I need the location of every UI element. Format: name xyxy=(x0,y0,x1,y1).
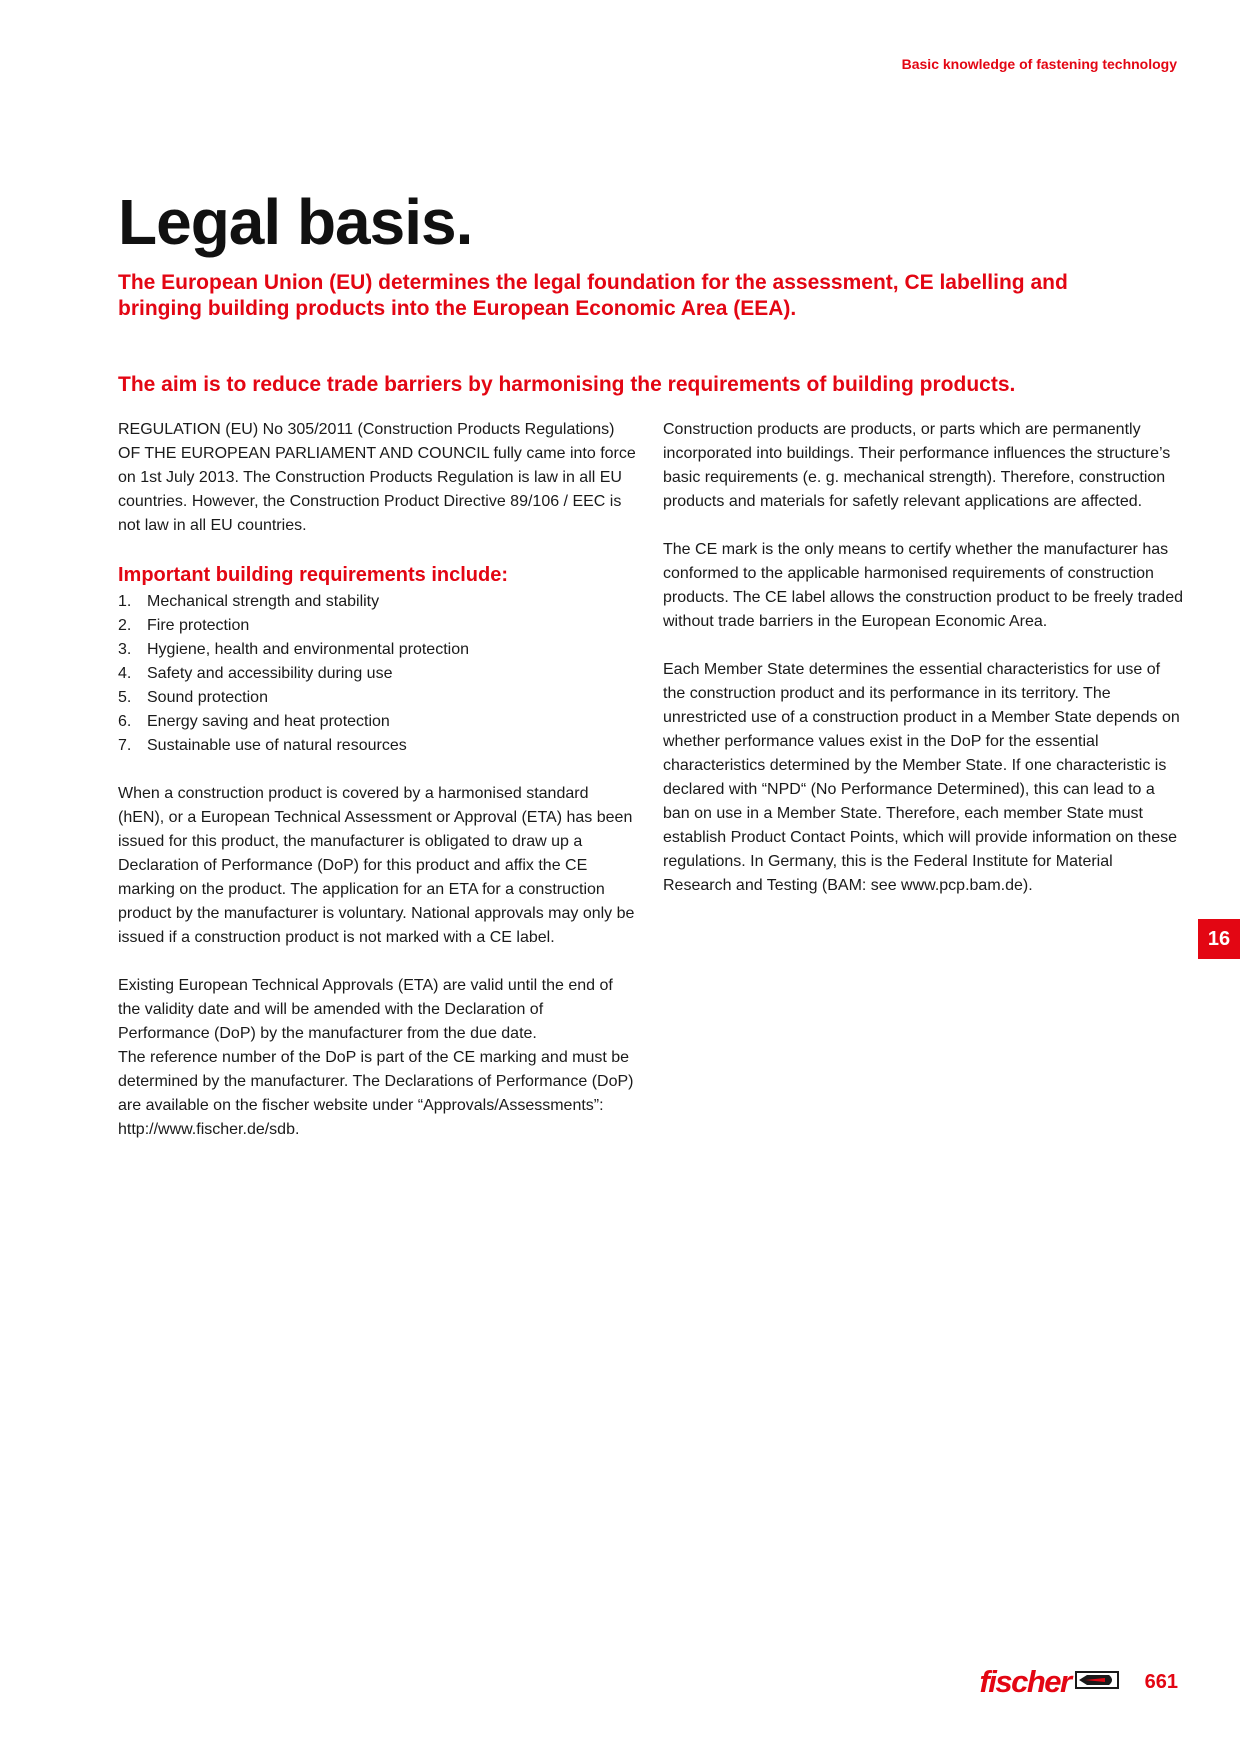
list-item: 1. Mechanical strength and stability xyxy=(118,593,380,610)
fischer-fish-icon xyxy=(1075,1670,1119,1695)
member-state-paragraph: Each Member State determines the essential characteristics for use of the construction product and its performance in its territory. The unrestricted use of a construction product in a Member State depends on whether performance values exist in the DoP for the essential characteristics determined by the Member State. If one characteristic is declared with “NPD“ (No Performance Determined), this can lead to a ban on use in a Member State. Therefore, each member State must establish Product Contact Points, which will provide information on these regulations. In Germany, this is the Federal Institute for Material Research and Testing (BAM: see www.pcp.bam.de). xyxy=(663,661,1180,894)
list-item: 2. Fire protection xyxy=(118,617,250,634)
list-item: 5. Sound protection xyxy=(118,689,268,706)
aim-statement: The aim is to reduce trade barriers by harmonising the requirements of building products. xyxy=(118,373,1016,396)
page-title: Legal basis. xyxy=(118,186,473,258)
ce-mark-paragraph: The CE mark is the only means to certify whether the manufacturer has conformed to the applicable harmonised requirements of construction products. The CE label allows the construction product to be freely traded without trade barriers in the European Economic Area. xyxy=(663,541,1183,630)
requirements-heading: Important building requirements include: xyxy=(118,564,509,586)
fischer-logo: fischer xyxy=(979,1664,1071,1699)
construction-products-paragraph: Construction products are products, or parts which are permanently incorporated into buildings. Their performance influences the structure’s basic requirements (e. g. mechanical strength). Therefore, construction products and materials for safetly relevant applications are affected. xyxy=(663,421,1171,510)
regulation-paragraph: REGULATION (EU) No 305/2011 (Construction Products Regulations) OF THE EUROPEAN PARLIAMENT AND COUNCIL fully came into force on 1st July 2013. The Construction Products Regulation is law in all EU countries. However, the Construction Product Directive 89/106 / EEC is not law in all EU countries. xyxy=(118,421,636,534)
chapter-tab: 16 xyxy=(1198,919,1240,959)
page-footer xyxy=(979,1664,1178,1700)
right-column xyxy=(663,418,1183,922)
list-item: 4. Safety and accessibility during use xyxy=(118,665,393,682)
list-item: 3. Hygiene, health and environmental protection xyxy=(118,641,469,658)
list-item: 7. Sustainable use of natural resources xyxy=(118,737,407,754)
left-column xyxy=(118,418,638,1166)
requirements-list xyxy=(118,590,638,758)
lead-paragraph: The European Union (EU) determines the legal foundation for the assessment, CE labelling and bringing building products into the European Economic Area (EEA). xyxy=(118,271,1068,320)
running-header: Basic knowledge of fastening technology xyxy=(901,56,1177,72)
dop-reference-paragraph: The reference number of the DoP is part of the CE marking and must be determined by the manufacturer. The Declarations of Performance (DoP) are available on the fischer website under “Approvals/Assessments”: http://www.fischer.de/sdb. xyxy=(118,1049,634,1138)
page-number: 661 xyxy=(1144,1670,1178,1693)
list-item: 6. Energy saving and heat protection xyxy=(118,713,390,730)
harmonised-standard-paragraph: When a construction product is covered by a harmonised standard (hEN), or a European Technical Assessment or Approval (ETA) has been issued for this product, the manufacturer is obligated to draw up a Declaration of Performance (DoP) for this product and affix the CE marking on the product. The application for an ETA for a construction product by the manufacturer is voluntary. National approvals may only be issued if a construction product is not marked with a CE label. xyxy=(118,785,635,946)
existing-eta-paragraph: Existing European Technical Approvals (ETA) are valid until the end of the validity date and will be amended with the Declaration of Performance (DoP) by the manufacturer from the due date. xyxy=(118,977,613,1042)
